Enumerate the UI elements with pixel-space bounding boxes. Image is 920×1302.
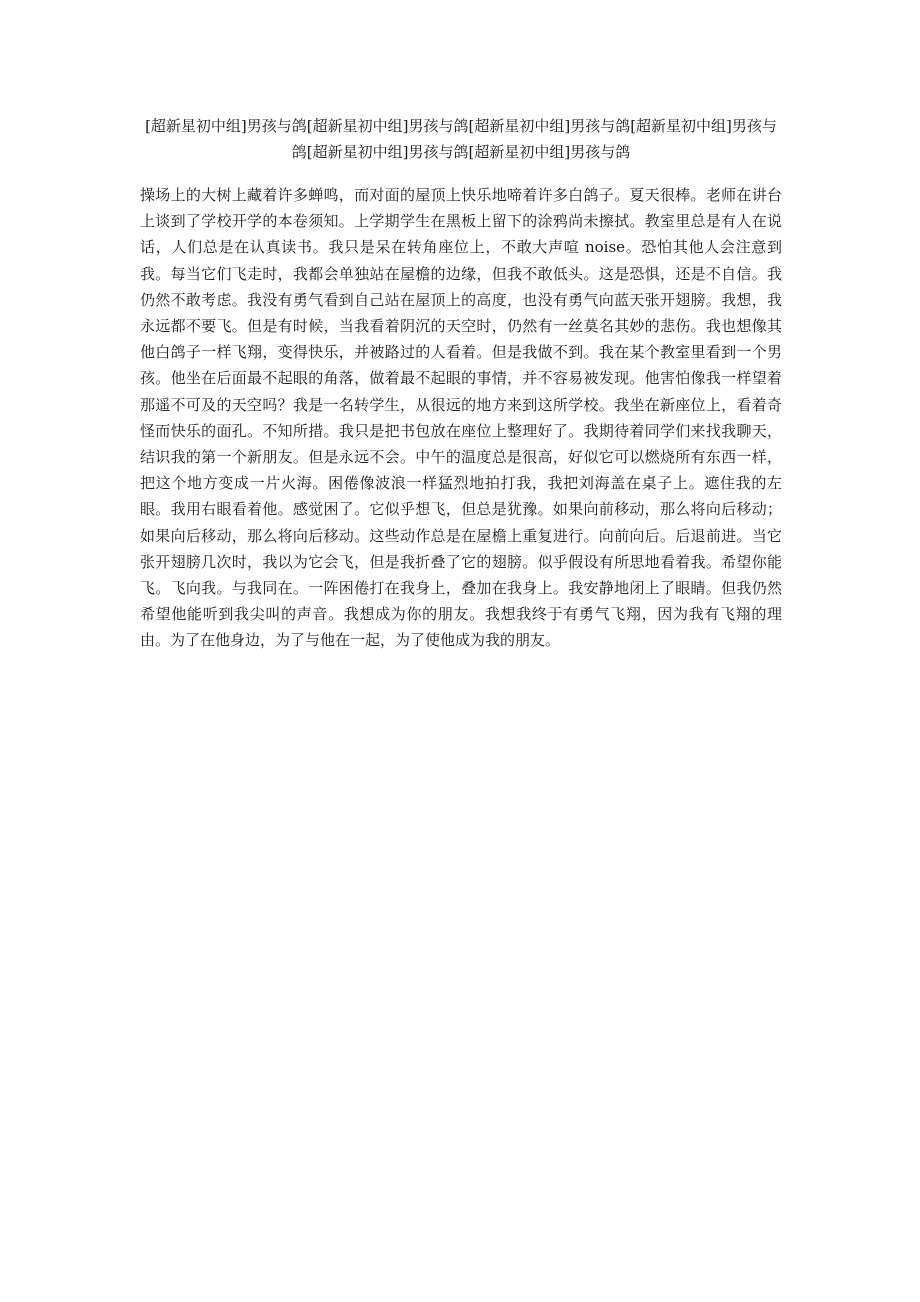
document-title: [超新星初中组]男孩与鸽[超新星初中组]男孩与鸽[超新星初中组]男孩与鸽[超新星初中组]男孩与鸽[超新星初中组]男孩与鸽[超新星初中组]男孩与鸽 [145, 117, 777, 161]
document-body-paragraph: 操场上的大树上藏着许多蝉鸣，而对面的屋顶上快乐地啼着许多白鸽子。夏天很棒。老师在讲台上谈到了学校开学的本卷须知。上学期学生在黑板上留下的涂鸦尚未擦拭。教室里总是有人在说话，人们总是在认真读书。我只是呆在转角座位上，不敢大声喧 noise。恐怕其他人会注意到我。每当它们飞走时，我都会单独站在屋檐的边缘，但我不敢低头。这是恐惧，还是不自信。我仍然不敢考虑。我没有勇气看到自己站在屋顶上的高度，也没有勇气向蓝天张开翅膀。我想，我永远都不要飞。但是有时候，当我看着阴沉的天空时，仍然有一丝莫名其妙的悲伤。我也想像其他白鸽子一样飞翔，变得快乐，并被路过的人看着。但是我做不到。我在某个教室里看到一个男孩。他坐在后面最不起眼的角落，做着最不起眼的事情，并不容易被发现。他害怕像我一样望着那遥不可及的天空吗？我是一名转学生，从很远的地方来到这所学校。我坐在新座位上，看着奇怪而快乐的面孔。不知所措。我只是把书包放在座位上整理好了。我期待着同学们来找我聊天，结识我的第一个新朋友。但是永远不会。中午的温度总是很高，好似它可以燃烧所有东西一样，把这个地方变成一片火海。困倦像波浪一样猛烈地拍打我，我把刘海盖在桌子上。遮住我的左眼。我用右眼看着他。感觉困了。它似乎想飞，但总是犹豫。如果向前移动，那么将向后移动；如果向后移动，那么将向后移动。这些动作总是在屋檐上重复进行。向前向后。后退前进。当它张开翅膀几次时，我以为它会飞，但是我折叠了它的翅膀。似乎假设有所思地看着我。希望你能飞。飞向我。与我同在。一阵困倦打在我身上，叠加在我身上。我安静地闭上了眼睛。但我仍然希望他能听到我尖叫的声音。我想成为你的朋友。我想我终于有勇气飞翔，因为我有飞翔的理由。为了在他身边，为了与他在一起，为了使他成为我的朋友。 [140, 186, 782, 650]
